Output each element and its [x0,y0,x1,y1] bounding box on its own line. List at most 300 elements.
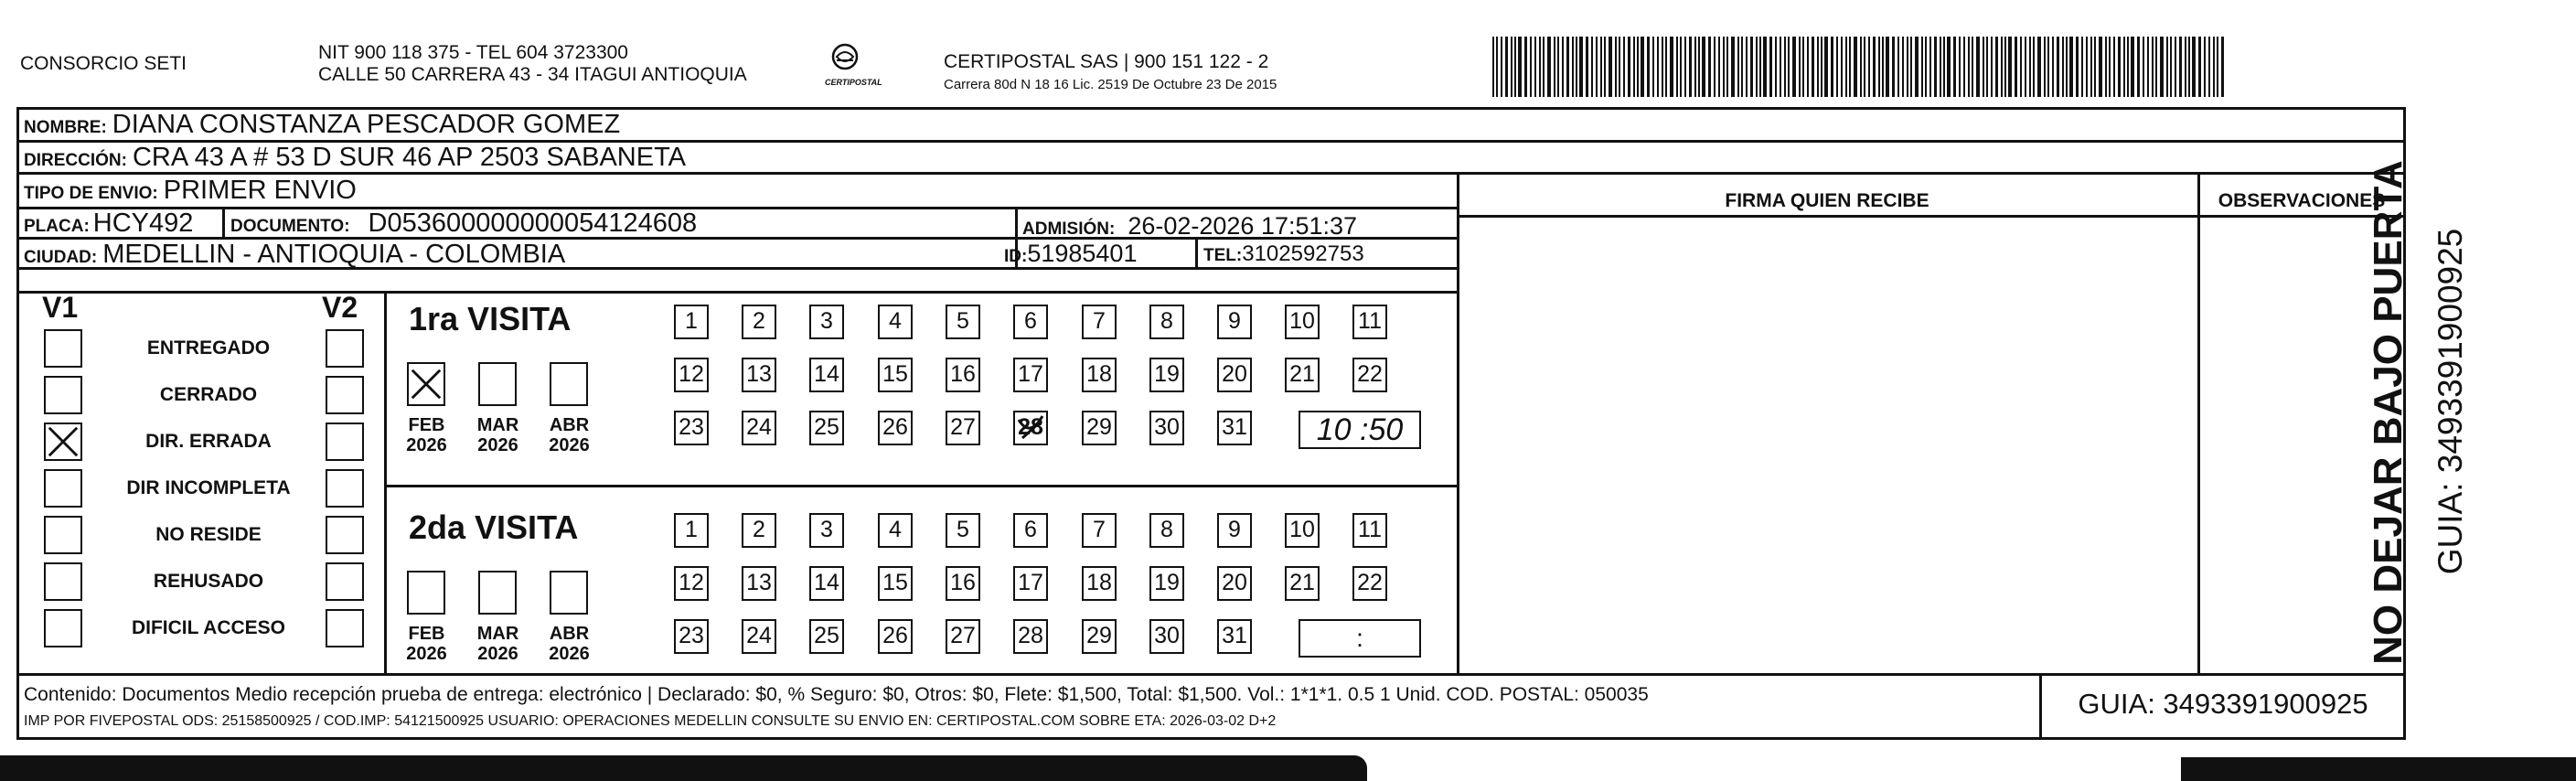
barcode-bar [1817,37,1819,97]
barcode-bar [2076,37,2079,97]
barcode-bar [2213,37,2215,97]
day-box[interactable]: 17 [1013,566,1048,601]
barcode-bar [1929,37,1931,97]
shipping-row [24,176,357,206]
barcode-bar [1554,37,1555,97]
barcode-bar [2147,37,2149,97]
day-box[interactable]: 7 [1082,513,1117,548]
day-box[interactable]: 19 [1149,566,1184,601]
status-v2-checkbox[interactable] [326,469,364,508]
tel-value: 3102592753 [1242,241,1364,266]
day-box[interactable]: 26 [878,411,913,445]
barcode-bar [1694,37,1696,97]
month-name: FEB [408,624,445,644]
month-year: 2026 [477,435,518,455]
admission-row [1022,212,1357,241]
barcode-bar [2090,37,2092,97]
barcode-bar [2047,37,2049,97]
barcode-bar [1714,37,1716,97]
status-v1-checkbox[interactable] [44,609,82,647]
barcode-bar [1579,37,1583,97]
month-label [544,415,594,455]
bottom-bar-right [2181,757,2576,781]
barcode-bar [1947,37,1951,97]
id-row [1004,240,1137,268]
barcode-bar [1963,37,1965,97]
v1-label: V1 [42,291,79,324]
day-box[interactable]: 22 [1352,566,1387,601]
day-box[interactable]: 13 [742,358,776,392]
barcode-bar [1676,37,1678,97]
barcode-bar [1718,37,1720,97]
day-box[interactable]: 23 [674,411,709,445]
status-option-label: ENTREGADO [146,337,271,358]
day-box[interactable]: 11 [1352,305,1387,339]
month-name: MAR [476,415,519,435]
barcode-bar [1821,37,1822,97]
barcode-bar [2217,37,2218,97]
barcode-bar [1492,37,1494,97]
side-guia: GUIA: 3493391900925 [2432,228,2469,575]
plate-label: PLACA: [24,217,90,236]
barcode-bar [2188,37,2190,97]
barcode-bar [1557,37,1559,97]
barcode-bar [1873,37,1876,97]
barcode-bar [1897,37,1899,97]
barcode-bar [1609,37,1612,97]
barcode-bar [1780,37,1781,97]
day-box[interactable]: 19 [1149,358,1184,392]
visit-title: 2da VISITA [409,508,579,546]
day-box[interactable]: 16 [946,566,980,601]
barcode-bar [2185,37,2186,97]
barcode-bar [1959,37,1961,97]
day-box[interactable]: 24 [742,411,776,445]
firma-label: FIRMA QUIEN RECIBE [1725,190,1929,211]
day-box[interactable]: 22 [1352,358,1387,392]
day-box[interactable]: 28 [1013,619,1048,654]
barcode-bar [1756,37,1758,97]
barcode-bar [1807,37,1809,97]
status-option-label: NO RESIDE [155,524,262,545]
city-row [24,240,565,270]
status-v2-checkbox[interactable] [326,376,364,414]
day-box[interactable]: 11 [1352,513,1387,548]
barcode-bar [2057,37,2059,97]
day-box[interactable]: 29 [1082,619,1117,654]
barcode-bar [1824,37,1828,97]
recipient-address: CRA 43 A # 53 D SUR 46 AP 2503 SABANETA [132,143,687,172]
barcode-bar [1995,37,1998,97]
month-label [473,415,523,455]
month-checkbox[interactable] [550,571,588,615]
status-v2-checkbox[interactable] [326,609,364,647]
day-box[interactable]: 14 [809,358,844,392]
day-box[interactable]: 25 [809,411,844,445]
status-v1-checkbox[interactable] [44,516,82,554]
barcode-bar [1641,37,1644,97]
day-box[interactable]: 3 [809,513,844,548]
month-year: 2026 [477,644,518,664]
month-checkbox[interactable] [407,362,445,406]
day-box[interactable]: 20 [1217,566,1252,601]
barcode-bar [1792,37,1796,97]
barcode-bar [1600,37,1602,97]
barcode-bar [1689,37,1692,97]
barcode-bar [2160,37,2164,97]
status-v2-checkbox[interactable] [326,562,364,601]
license-line: Carrera 80d N 18 16 Lic. 2519 De Octubre 23 De 2015 [944,77,1277,92]
day-box[interactable]: 31 [1217,411,1252,445]
barcode-bar [2192,37,2196,97]
month-label [401,624,452,664]
barcode-bar [2008,37,2012,97]
footer-imp: IMP POR FIVEPOSTAL ODS: 25158500925 / COD.IMP: 54121500925 USUARIO: OPERACIONES MEDELLIN CONSULTE SU ENVIO EN: CERTIPOSTAL.COM SOBRE ETA: 2026-03-02 D+2 [24,713,1277,729]
barcode-bar [1670,37,1673,97]
barcode-bar [1708,37,1711,97]
barcode-bar [1566,37,1569,97]
barcode-bar [2113,37,2115,97]
barcode-bar [1925,37,1927,97]
barcode-bar [1831,37,1833,97]
day-box[interactable]: 9 [1217,513,1252,548]
barcode-bar [1615,37,1617,97]
barcode-bar [1972,37,1973,97]
document-label: DOCUMENTO: [230,217,350,236]
barcode-bar [1511,37,1512,97]
month-name: MAR [476,624,519,644]
day-box[interactable]: 15 [878,566,913,601]
barcode-bar [1799,37,1801,97]
barcode-bar [2118,37,2121,97]
day-box[interactable]: 20 [1217,358,1252,392]
certipostal-logo [821,40,885,95]
barcode-bar [2015,37,2017,97]
barcode-bar [1845,37,1847,97]
signature-area[interactable] [1460,219,2197,672]
day-box[interactable]: 18 [1082,358,1117,392]
month-name: ABR [549,624,590,644]
day-box[interactable]: 18 [1082,566,1117,601]
status-v2-checkbox[interactable] [326,423,364,461]
barcode-bar [1943,37,1945,97]
footer-guia: GUIA: 3493391900925 [2078,688,2368,720]
admission-label: ADMISIÓN: [1022,219,1116,239]
month-year: 2026 [549,435,590,455]
day-box[interactable]: 25 [809,619,844,654]
barcode-bar [2221,37,2224,97]
day-box[interactable]: 31 [1217,619,1252,654]
v2-label: V2 [322,291,358,324]
day-box[interactable]: 17 [1013,358,1048,392]
recipient-name: DIANA CONSTANZA PESCADOR GOMEZ [112,110,621,139]
month-label [473,624,523,664]
barcode-bar [1759,37,1761,97]
status-option-label: DIR INCOMPLETA [126,477,291,498]
day-box[interactable]: 12 [674,566,709,601]
barcode-bar [1702,37,1705,97]
barcode-bar [1530,37,1532,97]
day-box[interactable]: 1 [674,305,709,339]
barcode-bar [1628,37,1630,97]
address-row [24,143,686,173]
logo-text: CERTIPOSTAL [825,78,882,87]
day-box[interactable]: 2 [742,305,776,339]
barcode-bar [1514,37,1516,97]
barcode-bar [2069,37,2073,97]
barcode-bar [1731,37,1735,97]
company-name: CONSORCIO SETI [20,53,187,74]
day-box[interactable]: 5 [946,513,980,548]
barcode-bar [1860,37,1862,97]
day-box[interactable]: 30 [1149,619,1184,654]
visit-time-field[interactable]: 10 :50 [1299,411,1421,449]
month-name: FEB [408,415,445,435]
address-line: CALLE 50 CARRERA 43 - 34 ITAGUI ANTIOQUIA [318,64,747,85]
certipostal-line: CERTIPOSTAL SAS | 900 151 122 - 2 [944,51,1269,72]
day-box[interactable]: 29 [1082,411,1117,445]
plate-value: HCY492 [92,209,194,238]
barcode-bar [1723,37,1725,97]
barcode-bar [1623,37,1625,97]
barcode-bar [1741,37,1743,97]
barcode-bar [2099,37,2102,97]
day-box[interactable]: 26 [878,619,913,654]
barcode-bar [2155,37,2157,97]
barcode-bar [2198,37,2201,97]
day-box[interactable]: 5 [946,305,980,339]
day-box[interactable]: 14 [809,566,844,601]
barcode-bar [2137,37,2140,97]
barcode-bar [1496,37,1498,97]
barcode-bar [1775,37,1777,97]
visit-title: 1ra VISITA [409,300,572,337]
barcode-bar [1934,37,1937,97]
day-box[interactable]: 30 [1149,411,1184,445]
day-box[interactable]: 21 [1285,566,1320,601]
barcode-bar [2086,37,2088,97]
tel-label: TEL: [1203,246,1243,265]
day-box[interactable]: 15 [878,358,913,392]
barcode-bar [1591,37,1593,97]
id-value: 51985401 [1027,240,1138,267]
barcode-bar [1572,37,1574,97]
tel-row [1203,241,1364,267]
barcode-bar [1784,37,1786,97]
status-v1-checkbox[interactable] [44,423,82,461]
day-box[interactable]: 10 [1285,513,1320,548]
barcode-bar [2109,37,2111,97]
barcode-bar [2033,37,2035,97]
month-label [544,624,594,664]
barcode-bar [1750,37,1753,97]
visit-time-field[interactable]: : [1299,619,1421,658]
month-checkbox[interactable] [478,571,517,615]
side-warning: NO DEJAR BAJO PUERTA [2366,160,2410,665]
barcode-bar [1619,37,1620,97]
shipping-label: TIPO DE ENVIO: [24,184,158,203]
barcode-bar [2020,37,2022,97]
barcode-bar [1633,37,1635,97]
day-box[interactable]: 21 [1285,358,1320,392]
plate-row [24,209,193,239]
status-v2-checkbox[interactable] [326,329,364,368]
barcode [1492,37,2224,97]
barcode-bar [1812,37,1814,97]
barcode-bar [2143,37,2144,97]
month-year: 2026 [549,644,590,664]
day-box[interactable]: 12 [674,358,709,392]
barcode-bar [2152,37,2154,97]
id-label: ID: [1004,247,1028,266]
barcode-bar [1647,37,1650,97]
barcode-bar [1576,37,1577,97]
barcode-bar [1868,37,1870,97]
barcode-bar [2105,37,2107,97]
barcode-bar [1854,37,1857,97]
barcode-bar [1680,37,1682,97]
barcode-bar [1802,37,1804,97]
month-name: ABR [549,415,590,435]
barcode-bar [1547,37,1551,97]
nit-line: NIT 900 118 375 - TEL 604 3723300 [318,42,628,63]
day-box[interactable]: 27 [946,411,980,445]
barcode-bar [1910,37,1912,97]
day-box[interactable]: 4 [878,513,913,548]
barcode-bar [1986,37,1988,97]
barcode-bar [2052,37,2054,97]
barcode-bar [1726,37,1728,97]
barcode-bar [1878,37,1880,97]
day-box[interactable]: 16 [946,358,980,392]
day-box[interactable]: 7 [1082,305,1117,339]
status-v1-checkbox[interactable] [44,329,82,368]
barcode-bar [1976,37,1980,97]
barcode-bar [1543,37,1545,97]
barcode-bar [1637,37,1639,97]
barcode-bar [1524,37,1527,97]
barcode-bar [2131,37,2134,97]
day-box[interactable]: 2 [742,513,776,548]
barcode-bar [2037,37,2041,97]
barcode-bar [2044,37,2046,97]
status-option-label: DIR. ERRADA [145,431,272,452]
barcode-bar [2081,37,2083,97]
day-box[interactable]: 10 [1285,305,1320,339]
day-box[interactable]: 13 [742,566,776,601]
barcode-bar [1886,37,1889,97]
barcode-bar [2029,37,2031,97]
barcode-bar [1586,37,1588,97]
barcode-bar [1684,37,1686,97]
barcode-bar [1737,37,1739,97]
barcode-bar [2204,37,2206,97]
barcode-bar [1652,37,1654,97]
barcode-bar [1892,37,1895,97]
barcode-bar [1518,37,1522,97]
barcode-bar [2094,37,2096,97]
barcode-bar [1501,37,1502,97]
barcode-bar [2127,37,2129,97]
barcode-bar [1769,37,1772,97]
city-value: MEDELLIN - ANTIOQUIA - COLOMBIA [102,240,566,269]
day-box[interactable]: 6 [1013,305,1048,339]
barcode-bar [1915,37,1919,97]
name-row [24,110,620,140]
status-v1-checkbox[interactable] [44,562,82,601]
barcode-bar [2179,37,2182,97]
barcode-bar [1539,37,1541,97]
barcode-bar [1882,37,1884,97]
month-checkbox[interactable] [550,362,588,406]
barcode-bar [1921,37,1923,97]
barcode-bar [2170,37,2172,97]
barcode-bar [1505,37,1508,97]
barcode-bar [2004,37,2006,97]
status-v1-checkbox[interactable] [44,469,82,508]
barcode-bar [2175,37,2176,97]
barcode-bar [2208,37,2210,97]
barcode-bar [2123,37,2125,97]
day-box[interactable]: 8 [1149,305,1184,339]
status-v1-checkbox[interactable] [44,376,82,414]
barcode-bar [2062,37,2064,97]
barcode-bar [1562,37,1564,97]
status-option-label: DIFICIL ACCESO [131,617,285,638]
day-box[interactable]: 3 [809,305,844,339]
bottom-bar-left [0,755,1367,781]
barcode-bar [1991,37,1993,97]
day-box[interactable]: 23 [674,619,709,654]
month-label [401,415,452,455]
barcode-bar [1841,37,1843,97]
day-box[interactable]: 8 [1149,513,1184,548]
barcode-bar [1698,37,1700,97]
barcode-bar [1849,37,1851,97]
day-box[interactable]: 1 [674,513,709,548]
day-box[interactable]: 9 [1217,305,1252,339]
month-year: 2026 [406,644,447,664]
barcode-bar [1604,37,1606,97]
barcode-bar [2001,37,2003,97]
day-box[interactable]: 28 [1013,411,1048,445]
barcode-bar [1746,37,1748,97]
barcode-bar [1902,37,1904,97]
status-v2-checkbox[interactable] [326,516,364,554]
barcode-bar [2166,37,2168,97]
observaciones-label: OBSERVACIONES [2218,190,2386,211]
month-checkbox[interactable] [478,362,517,406]
day-box[interactable]: 4 [878,305,913,339]
city-label: CIUDAD: [24,248,98,267]
barcode-bar [1983,37,1984,97]
footer-contents: Contenido: Documentos Medio recepción prueba de entrega: electrónico | Declarado: $0, % Seguro: $0, Otros: $0, Flete: $1,500, Total: $1,500. Vol.: 1*1*1. 0.5 1 Unid. COD. POSTAL: 050035 [24,684,1649,705]
day-box[interactable]: 6 [1013,513,1048,548]
document-value: D053600000000054124608 [368,209,698,238]
barcode-bar [1940,37,1941,97]
status-option-label: CERRADO [159,384,258,405]
month-checkbox[interactable] [407,571,445,615]
barcode-bar [1864,37,1865,97]
month-year: 2026 [406,435,447,455]
barcode-bar [1657,37,1659,97]
day-box[interactable]: 24 [742,619,776,654]
barcode-bar [1953,37,1956,97]
barcode-bar [1665,37,1667,97]
day-box[interactable]: 27 [946,619,980,654]
document-row [230,209,697,239]
name-label: NOMBRE: [24,118,107,137]
